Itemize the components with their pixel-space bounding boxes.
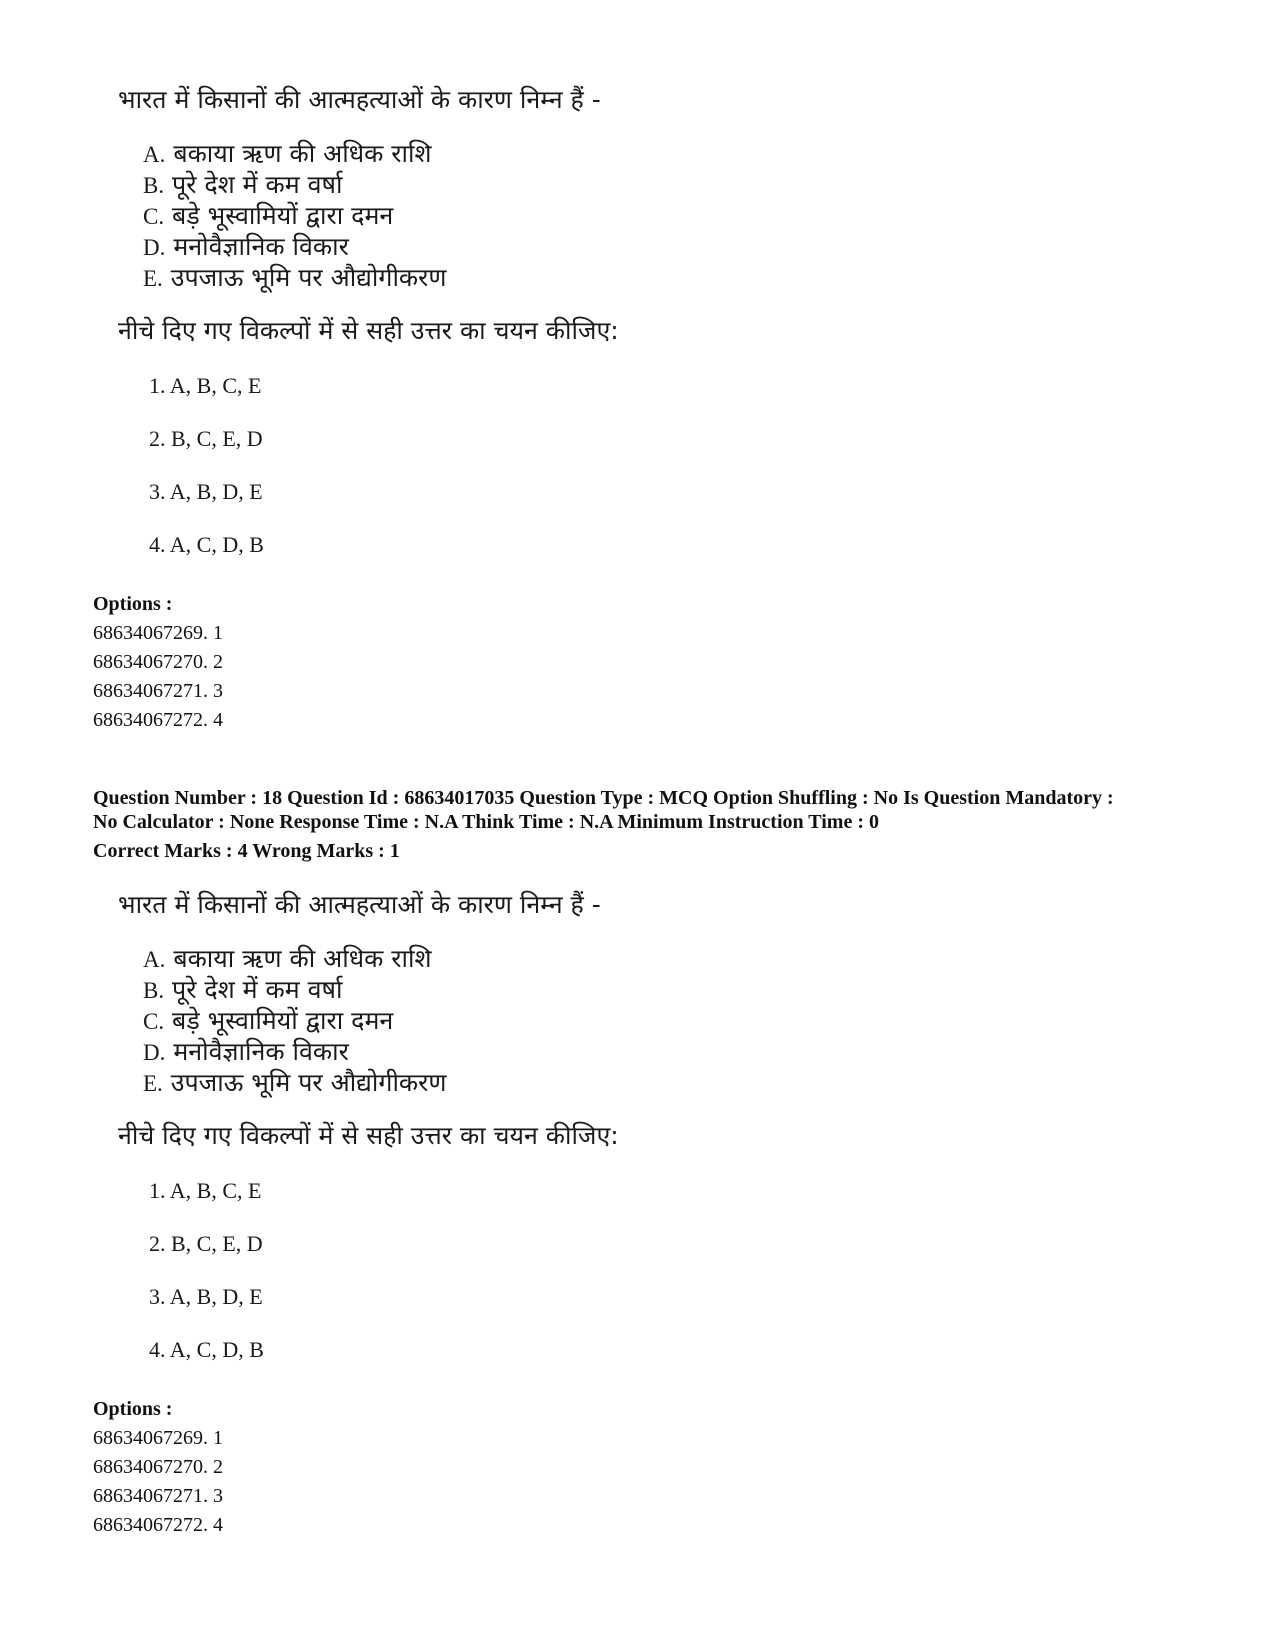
statement-text: बकाया ऋण की अधिक राशि — [173, 944, 432, 973]
statement-text: मनोवैज्ञानिक विकार — [173, 1037, 349, 1066]
statement-letter: B. — [143, 978, 165, 1003]
option-id-line: 68634067269. 1 — [93, 622, 223, 644]
statement-b — [143, 974, 342, 1007]
statement-letter: E. — [143, 266, 163, 291]
statement-e — [143, 1067, 446, 1100]
statement-letter: E. — [143, 1071, 163, 1096]
statement-letter: D. — [143, 235, 166, 260]
choice-3: 3. A, B, D, E — [149, 479, 263, 504]
option-id-line: 68634067270. 2 — [93, 1456, 223, 1478]
statement-letter: A. — [143, 142, 166, 167]
statement-letter: D. — [143, 1040, 166, 1065]
statement-text: मनोवैज्ञानिक विकार — [173, 232, 349, 261]
choice-2: 2. B, C, E, D — [149, 426, 263, 451]
question-instruction: नीचे दिए गए विकल्पों में से सही उत्तर का चयन कीजिए: — [118, 1121, 619, 1150]
statement-b — [143, 169, 342, 202]
statement-c — [143, 1005, 393, 1038]
choice-3: 3. A, B, D, E — [149, 1284, 263, 1309]
statement-letter: B. — [143, 173, 165, 198]
option-id-line: 68634067270. 2 — [93, 651, 223, 673]
option-id-line: 68634067272. 4 — [93, 1514, 223, 1536]
statement-text: उपजाऊ भूमि पर औद्योगीकरण — [170, 263, 447, 292]
statement-letter: A. — [143, 947, 166, 972]
options-label: Options : — [93, 593, 173, 615]
option-id-line: 68634067271. 3 — [93, 1485, 223, 1507]
question-stem: भारत में किसानों की आत्महत्याओं के कारण निम्न हैं - — [118, 890, 601, 919]
statement-e — [143, 262, 446, 295]
option-id-line: 68634067271. 3 — [93, 680, 223, 702]
statement-d — [143, 1036, 349, 1069]
choice-4: 4. A, C, D, B — [149, 1337, 264, 1362]
question-marks: Correct Marks : 4 Wrong Marks : 1 — [93, 840, 400, 862]
statement-c — [143, 200, 393, 233]
statement-text: बकाया ऋण की अधिक राशि — [173, 139, 432, 168]
choice-2: 2. B, C, E, D — [149, 1231, 263, 1256]
statement-text: बड़े भूस्वामियों द्वारा दमन — [172, 201, 394, 230]
statement-text: बड़े भूस्वामियों द्वारा दमन — [172, 1006, 394, 1035]
statement-a — [143, 943, 431, 976]
choice-1: 1. A, B, C, E — [149, 1178, 262, 1203]
question-meta-line-1: Question Number : 18 Question Id : 68634017035 Question Type : MCQ Option Shuffling : No Is Question Mandatory : — [93, 787, 1114, 809]
statement-text: उपजाऊ भूमि पर औद्योगीकरण — [170, 1068, 447, 1097]
statement-text: पूरे देश में कम वर्षा — [172, 170, 343, 199]
choice-1: 1. A, B, C, E — [149, 373, 262, 398]
option-id-line: 68634067272. 4 — [93, 709, 223, 731]
statement-letter: C. — [143, 1009, 165, 1034]
question-stem: भारत में किसानों की आत्महत्याओं के कारण निम्न हैं - — [118, 85, 601, 114]
option-id-line: 68634067269. 1 — [93, 1427, 223, 1449]
question-instruction: नीचे दिए गए विकल्पों में से सही उत्तर का चयन कीजिए: — [118, 316, 619, 345]
statement-letter: C. — [143, 204, 165, 229]
statement-d — [143, 231, 349, 264]
choice-4: 4. A, C, D, B — [149, 532, 264, 557]
question-meta-line-2: No Calculator : None Response Time : N.A Think Time : N.A Minimum Instruction Time : 0 — [93, 811, 879, 833]
statement-text: पूरे देश में कम वर्षा — [172, 975, 343, 1004]
statement-a — [143, 138, 431, 171]
options-label: Options : — [93, 1398, 173, 1420]
